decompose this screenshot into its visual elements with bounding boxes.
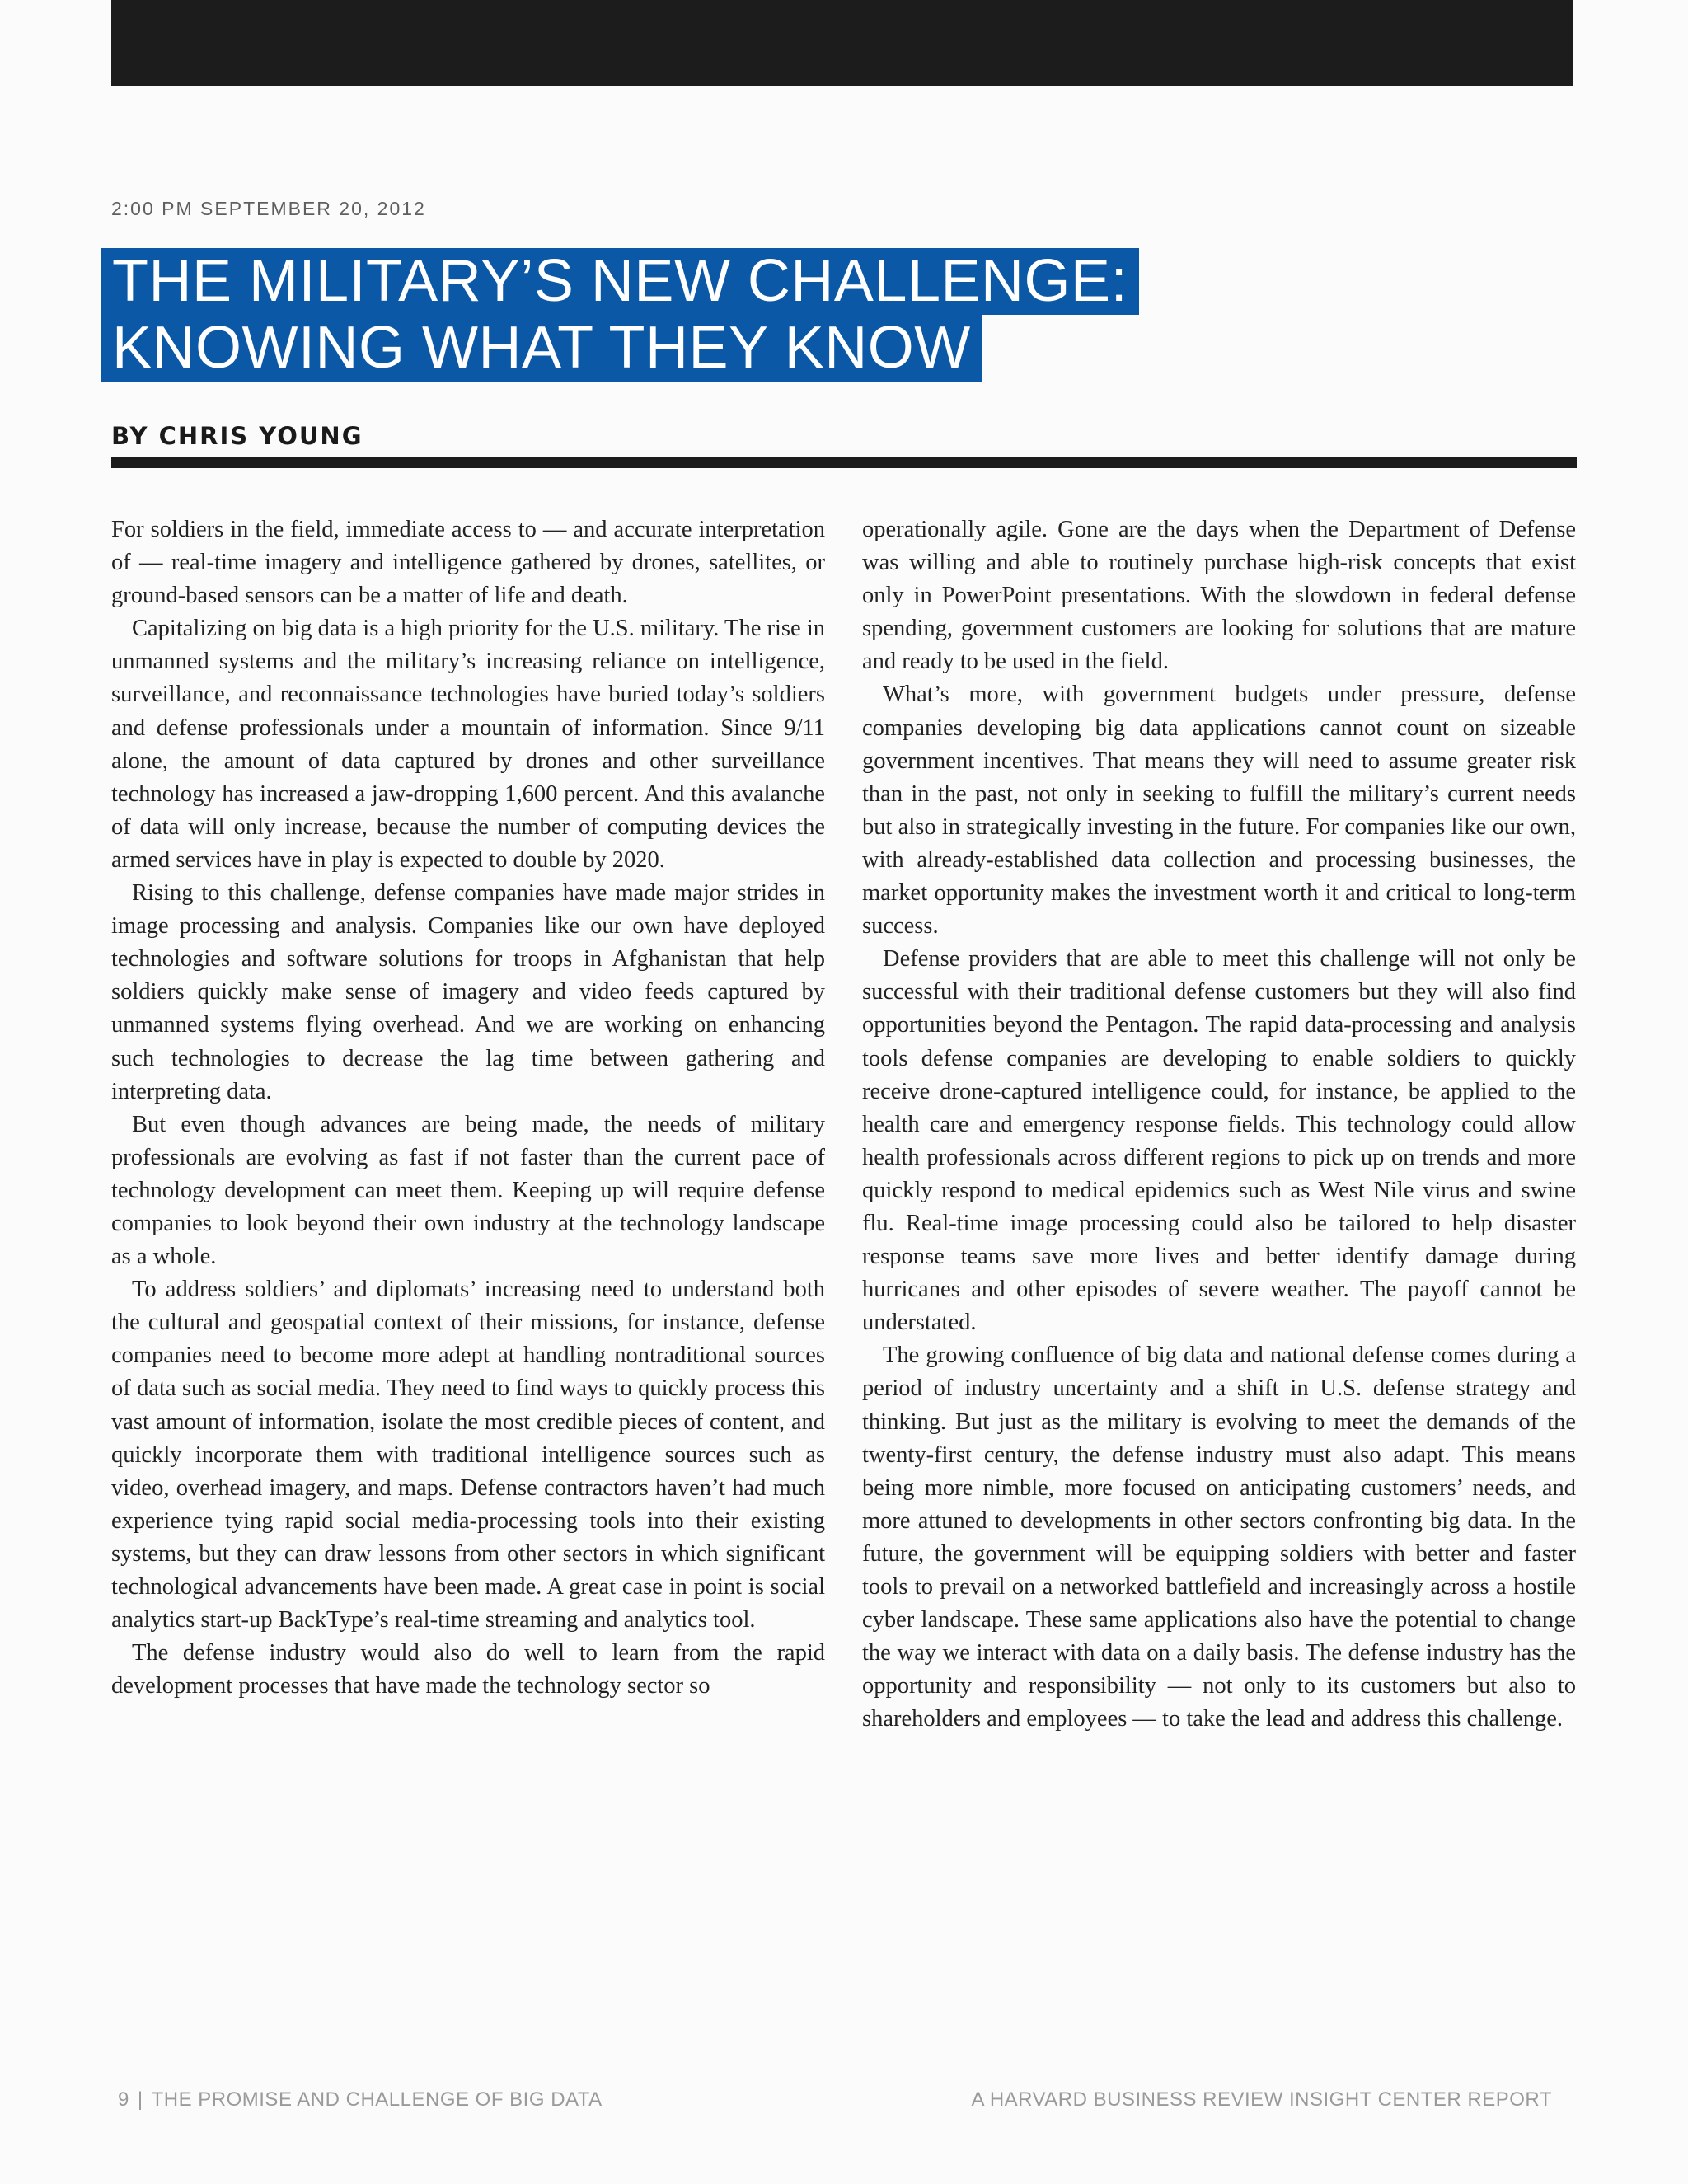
paragraph: What’s more, with government budgets under pressure, defense companies developing big data applications cannot count on sizeable government incentives. That means they will need to assume greater risk than in the past, not only in seeking to fulfill the military’s current needs but also in strategically investing in the future. For companies like our own, with already-established data collection and processing businesses, the market opportunity makes the investment worth it and critical to long-term success. — [862, 682, 1576, 940]
paragraph: operationally agile. Gone are the days when the Department of Defense was willing and able to routinely purchase high-risk concepts that exist only in PowerPoint presentations. With the slowdown in federal defense spending, government customers are looking for solutions that are mature and ready to be used in the field. — [862, 517, 1576, 675]
paragraph: But even though advances are being made, the needs of military professionals are evolving as fast if not faster than the current pace of technology development can meet them. Keeping up will require defense companies to look beyond their own industry at the technology landscape as a whole. — [111, 1111, 825, 1270]
footer-left — [118, 2088, 603, 2111]
header-bar — [111, 0, 1573, 86]
page-number: 9 — [118, 2088, 129, 2111]
article-column-right — [862, 513, 1576, 1736]
paragraph: Capitalizing on big data is a high priority for the U.S. military. The rise in unmanned systems and the military’s increasing reliance on intelligence, surveillance, and reconnaissance technologies have buried today’s soldiers and defense professionals under a mountain of information. Since 9/11 alone, the amount of data captured by drones and other surveillance technology has increased a jaw-dropping 1,600 percent. And this avalanche of data will only increase, because the number of computing devices the armed services have in play is expected to double by 2020. — [111, 616, 825, 873]
footer-right: A HARVARD BUSINESS REVIEW INSIGHT CENTER REPORT — [971, 2088, 1552, 2111]
byline: BY CHRIS YOUNG — [111, 422, 363, 450]
dateline: 2:00 PM SEPTEMBER 20, 2012 — [111, 198, 426, 219]
article-title — [101, 248, 1172, 382]
publication-title: THE PROMISE AND CHALLENGE OF BIG DATA — [151, 2088, 603, 2111]
paragraph: For soldiers in the field, immediate access to — and accurate interpretation of — real-time imagery and intelligence gathered by drones, satellites, or ground-based sensors can be a matter of life and death. — [111, 517, 825, 609]
paragraph: The growing confluence of big data and national defense comes during a period of industry uncertainty and a shift in U.S. defense strategy and thinking. But just as the military is evolving to meet the demands of the twenty-first century, the defense industry must also adapt. This means being more nimble, more focused on anticipating customers’ needs, and more attuned to developments in other sectors confronting big data. In the future, the government will be equipping soldiers with better and faster tools to prevail on a networked battlefield and increasingly across a hostile cyber landscape. These same applications also have the potential to change the way we interact with data on a daily basis. The defense industry has the opportunity and responsibility — not only to its customers but also to shareholders and employees — to take the lead and address this challenge. — [862, 1343, 1576, 1732]
paragraph: Rising to this challenge, defense companies have made major strides in image processing and analysis. Companies like our own have deployed technologies and software solutions for troops in Afghanistan that help soldiers quickly make sense of imagery and video feeds captured by unmanned systems flying overhead. And we are working on enhancing such technologies to decrease the lag time between gathering and interpreting data. — [111, 880, 825, 1104]
paragraph: The defense industry would also do well to learn from the rapid development processes that have made the technology sector so — [111, 1640, 825, 1699]
paragraph: To address soldiers’ and diplomats’ increasing need to understand both the cultural and geospatial context of their missions, for instance, defense companies need to become more adept at handling nontraditional sources of data such as social media. They need to find ways to quickly process this vast amount of information, isolate the most credible pieces of content, and quickly incorporate them with traditional intelligence sources such as video, overhead imagery, and maps. Defense contractors haven’t had much experience tying rapid social media-processing tools into their existing systems, but they can draw lessons from other sectors in which significant technological advancements have been made. A great case in point is social analytics start-up BackType’s real-time streaming and analytics tool. — [111, 1277, 825, 1633]
footer-separator: | — [137, 2088, 143, 2111]
title-line-1: THE MILITARY’S NEW CHALLENGE: — [101, 248, 1139, 315]
paragraph: Defense providers that are able to meet this challenge will not only be successful with their traditional defense customers but they will also find opportunities beyond the Pentagon. The rapid data-processing and analysis tools defense companies are developing to enable soldiers to quickly receive drone-captured intelligence could, for instance, be applied to the health care and emergency response fields. This technology could allow health professionals across different regions to pick up on trends and more quickly respond to medical epidemics such as West Nile virus and swine flu. Real-time image processing could also be tailored to help disaster response teams save more lives and better identify damage during hurricanes and other episodes of severe weather. The payoff cannot be understated. — [862, 946, 1576, 1336]
section-divider — [111, 457, 1577, 468]
title-line-2: KNOWING WHAT THEY KNOW — [101, 315, 982, 382]
article-column-left — [111, 513, 825, 1703]
